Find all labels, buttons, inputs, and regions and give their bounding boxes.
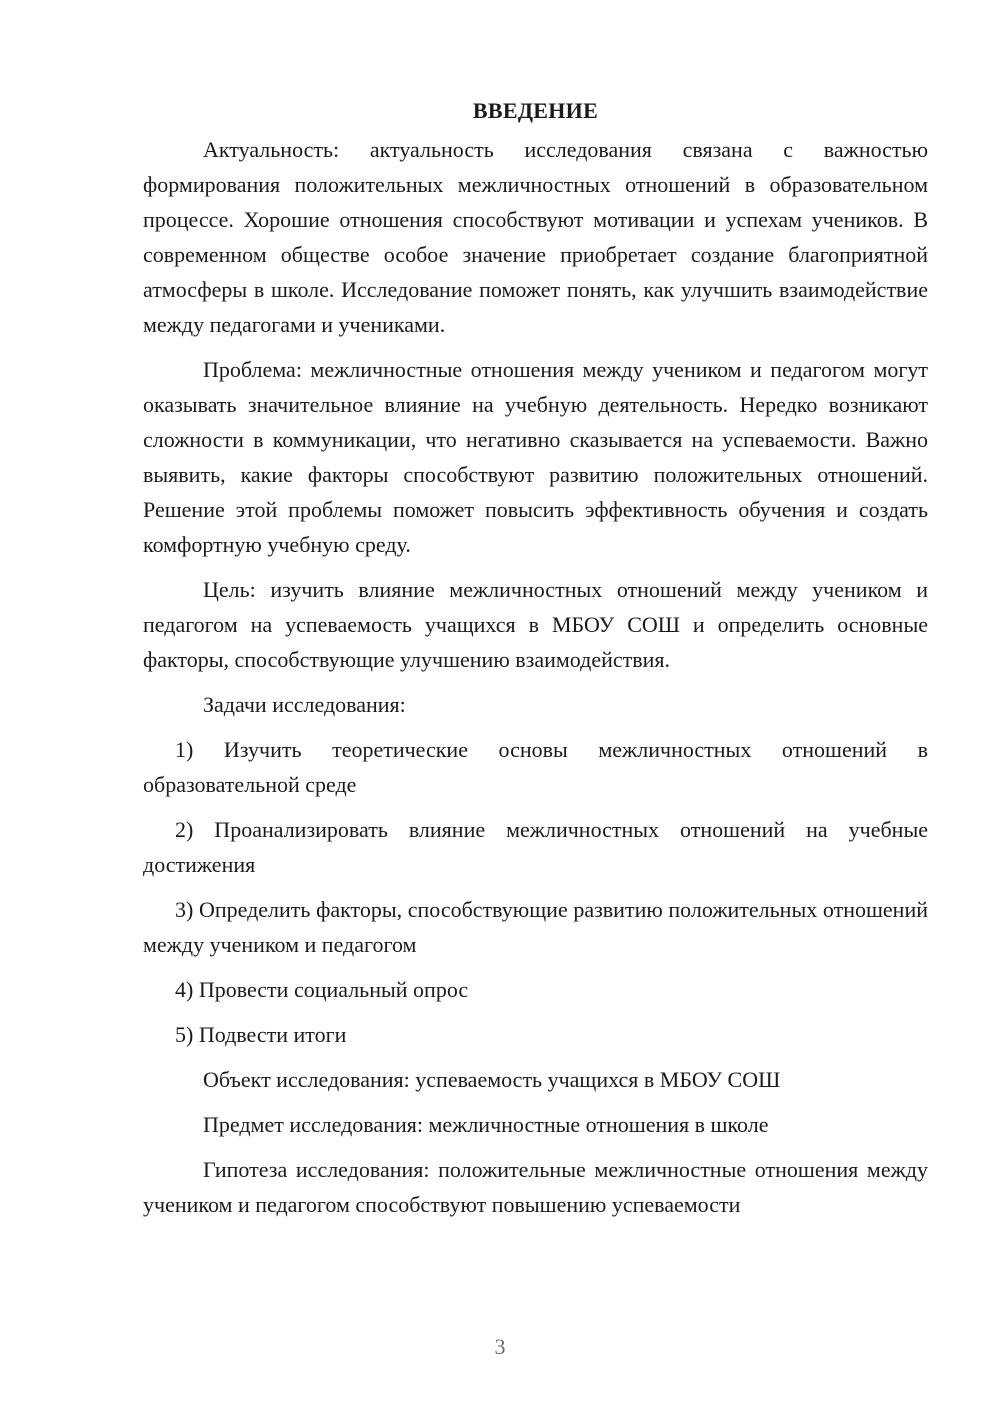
page-number: 3 [494,1334,506,1359]
page-title: ВВЕДЕНИЕ [472,98,599,123]
list-item: 3) Определить факторы, способствующие развитию положительных отношений между учеником и педагогом [143,897,928,957]
document-page [143,96,928,1222]
paragraph-hypothesis: Гипотеза исследования: положительные межличностные отношения между учеником и педагогом способствуют повышению успеваемости [143,1157,928,1217]
list-item: 1) Изучить теоретические основы межличностных отношений в образовательной среде [143,737,928,797]
list-item: 5) Подвести итоги [175,1022,347,1047]
tasks-heading: Задачи исследования: [203,692,406,717]
list-item: 2) Проанализировать влияние межличностных отношений на учебные достижения [143,817,928,877]
paragraph-object: Объект исследования: успеваемость учащихся в МБОУ СОШ [203,1067,781,1092]
paragraph-subject: Предмет исследования: межличностные отношения в школе [203,1112,769,1137]
paragraph-problem: Проблема: межличностные отношения между учеником и педагогом могут оказывать значительное влияние на учебную деятельность. Нередко возникают сложности в коммуникации, что негативно сказывается на успеваемости. Важно выявить, какие факторы способствуют развитию положительных отношений. Решение этой проблемы поможет повысить эффективность обучения и создать комфортную учебную среду. [143,357,928,557]
paragraph-goal: Цель: изучить влияние межличностных отношений между учеником и педагогом на успеваемость учащихся в МБОУ СОШ и определить основные факторы, способствующие улучшению взаимодействия. [143,577,928,672]
list-item: 4) Провести социальный опрос [175,977,469,1002]
paragraph-relevance: Актуальность: актуальность исследования связана с важностью формирования положительных межличностных отношений в образовательном процессе. Хорошие отношения способствуют мотивации и успехам учеников. В современном обществе особое значение приобретает создание благоприятной атмосферы в школе. Исследование поможет понять, как улучшить взаимодействие между педагогами и учениками. [143,137,928,337]
tasks-list [143,732,928,1052]
